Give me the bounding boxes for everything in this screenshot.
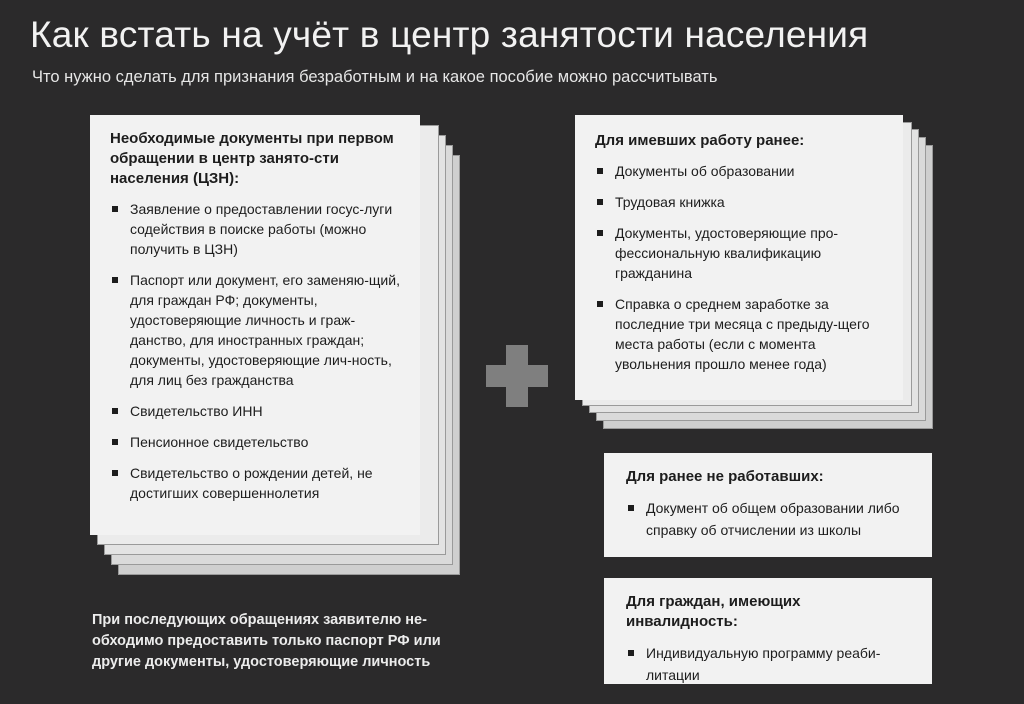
list-item: Справка о среднем заработке за последние три месяца с предыду-щего места работы (если с момента увольнения прошло менее года) <box>595 294 885 374</box>
disability-box <box>604 578 932 684</box>
card-title: Необходимые документы при первом обращении в центр занято-сти населения (ЦЗН): <box>110 130 394 187</box>
list-item: Индивидуальную программу реаби-литации <box>626 642 916 686</box>
documents-list <box>110 199 402 503</box>
required-documents-card <box>90 115 420 535</box>
list-item: Трудовая книжка <box>595 192 885 212</box>
card-title: Для имевших работу ранее: <box>595 132 805 149</box>
documents-list <box>595 161 885 374</box>
not-worked-box <box>604 453 932 557</box>
box-title: Для граждан, имеющих инвалидность: <box>626 593 801 630</box>
left-card-stack <box>90 115 470 585</box>
list-item: Свидетельство ИНН <box>110 401 402 421</box>
list-item: Заявление о предоставлении госус-луги содействия в поиске работы (можно получить в ЦЗН) <box>110 199 402 259</box>
plus-icon <box>486 345 548 407</box>
repeat-visit-note: При последующих обращениях заявителю не-обходимо предоставить только паспорт РФ или другие документы, удостоверяющие личность <box>92 612 441 670</box>
list-item: Пенсионное свидетельство <box>110 432 402 452</box>
documents-list <box>626 642 916 686</box>
list-item: Документ об общем образовании либо справку об отчислении из школы <box>626 497 916 541</box>
box-title: Для ранее не работавших: <box>626 468 824 485</box>
page-title: Как встать на учёт в центр занятости населения <box>30 14 869 55</box>
previously-employed-card <box>575 115 903 400</box>
list-item: Документы, удостоверяющие про-фессиональную квалификацию гражданина <box>595 223 885 283</box>
page-subtitle: Что нужно сделать для признания безработным и на какое пособие можно рассчитывать <box>32 68 718 86</box>
documents-list <box>626 497 916 541</box>
list-item: Документы об образовании <box>595 161 885 181</box>
list-item: Паспорт или документ, его заменяю-щий, для граждан РФ; документы, удостоверяющие личность и граж-данство, для иностранных граждан; документы, удостоверяющие лич-ность, для лиц без гражданства <box>110 270 402 390</box>
right-card-stack <box>575 115 945 435</box>
list-item: Свидетельство о рождении детей, не достигших совершеннолетия <box>110 463 402 503</box>
